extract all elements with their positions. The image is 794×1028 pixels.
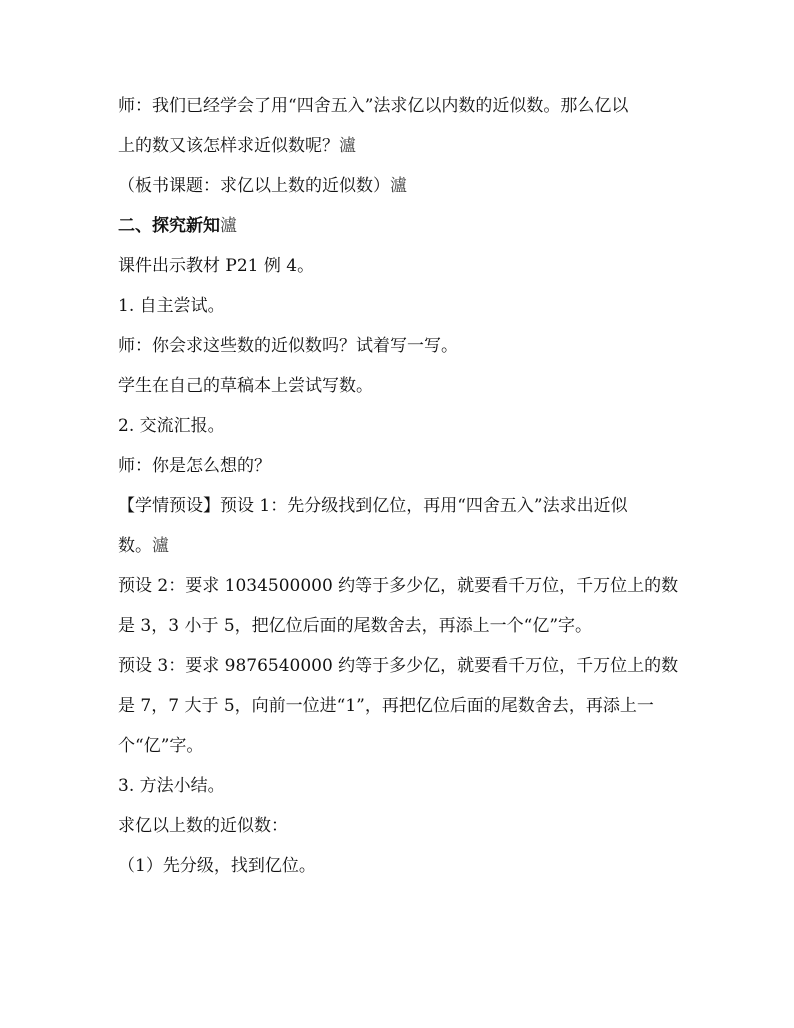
text-line-2 xyxy=(118,136,684,156)
text-line-1: 师：我们已经学会了用“四舍五入”法求亿以内数的近似数。那么亿以 xyxy=(118,96,629,116)
text-line-6: 1. 自主尝试。 xyxy=(118,296,225,316)
text-line-12-content: 数。 xyxy=(118,536,152,556)
text-line-2-content: 上的数又该怎样求近似数呢？ xyxy=(118,136,339,156)
section-heading xyxy=(118,216,684,236)
text-line-18: 3. 方法小结。 xyxy=(118,776,225,796)
text-line-3-content: （板书课题：求亿以上数的近似数） xyxy=(118,176,390,196)
paragraph-marker: 瀘 xyxy=(339,136,356,156)
text-line-13: 预设 2：要求 1034500000 约等于多少亿，就要看千万位，千万位上的数 xyxy=(118,576,679,596)
text-line-14: 是 3，3 小于 5，把亿位后面的尾数舍去，再添上一个“亿”字。 xyxy=(118,616,593,636)
text-line-10: 师：你是怎么想的？ xyxy=(118,456,271,476)
text-line-19: 求亿以上数的近似数： xyxy=(118,816,288,836)
text-line-17: 个“亿”字。 xyxy=(118,736,204,756)
text-line-3 xyxy=(118,176,684,196)
text-line-9: 2. 交流汇报。 xyxy=(118,416,225,436)
text-line-12 xyxy=(118,536,684,556)
section-heading-text: 二、探究新知 xyxy=(118,216,220,236)
text-line-15: 预设 3：要求 9876540000 约等于多少亿，就要看千万位，千万位上的数 xyxy=(118,656,679,676)
paragraph-marker: 瀘 xyxy=(220,216,237,236)
paragraph-marker: 瀘 xyxy=(152,536,169,556)
text-line-11: 【学情预设】预设 1：先分级找到亿位，再用“四舍五入”法求出近似 xyxy=(118,496,628,516)
text-line-8: 学生在自己的草稿本上尝试写数。 xyxy=(118,376,373,396)
paragraph-marker: 瀘 xyxy=(390,176,407,196)
document-body xyxy=(118,96,684,896)
text-line-7: 师：你会求这些数的近似数吗？试着写一写。 xyxy=(118,336,458,356)
text-line-16: 是 7，7 大于 5，向前一位进“1”，再把亿位后面的尾数舍去，再添上一 xyxy=(118,696,654,716)
text-line-20: （1）先分级，找到亿位。 xyxy=(118,856,316,876)
text-line-5: 课件出示教材 P21 例 4。 xyxy=(118,256,315,276)
